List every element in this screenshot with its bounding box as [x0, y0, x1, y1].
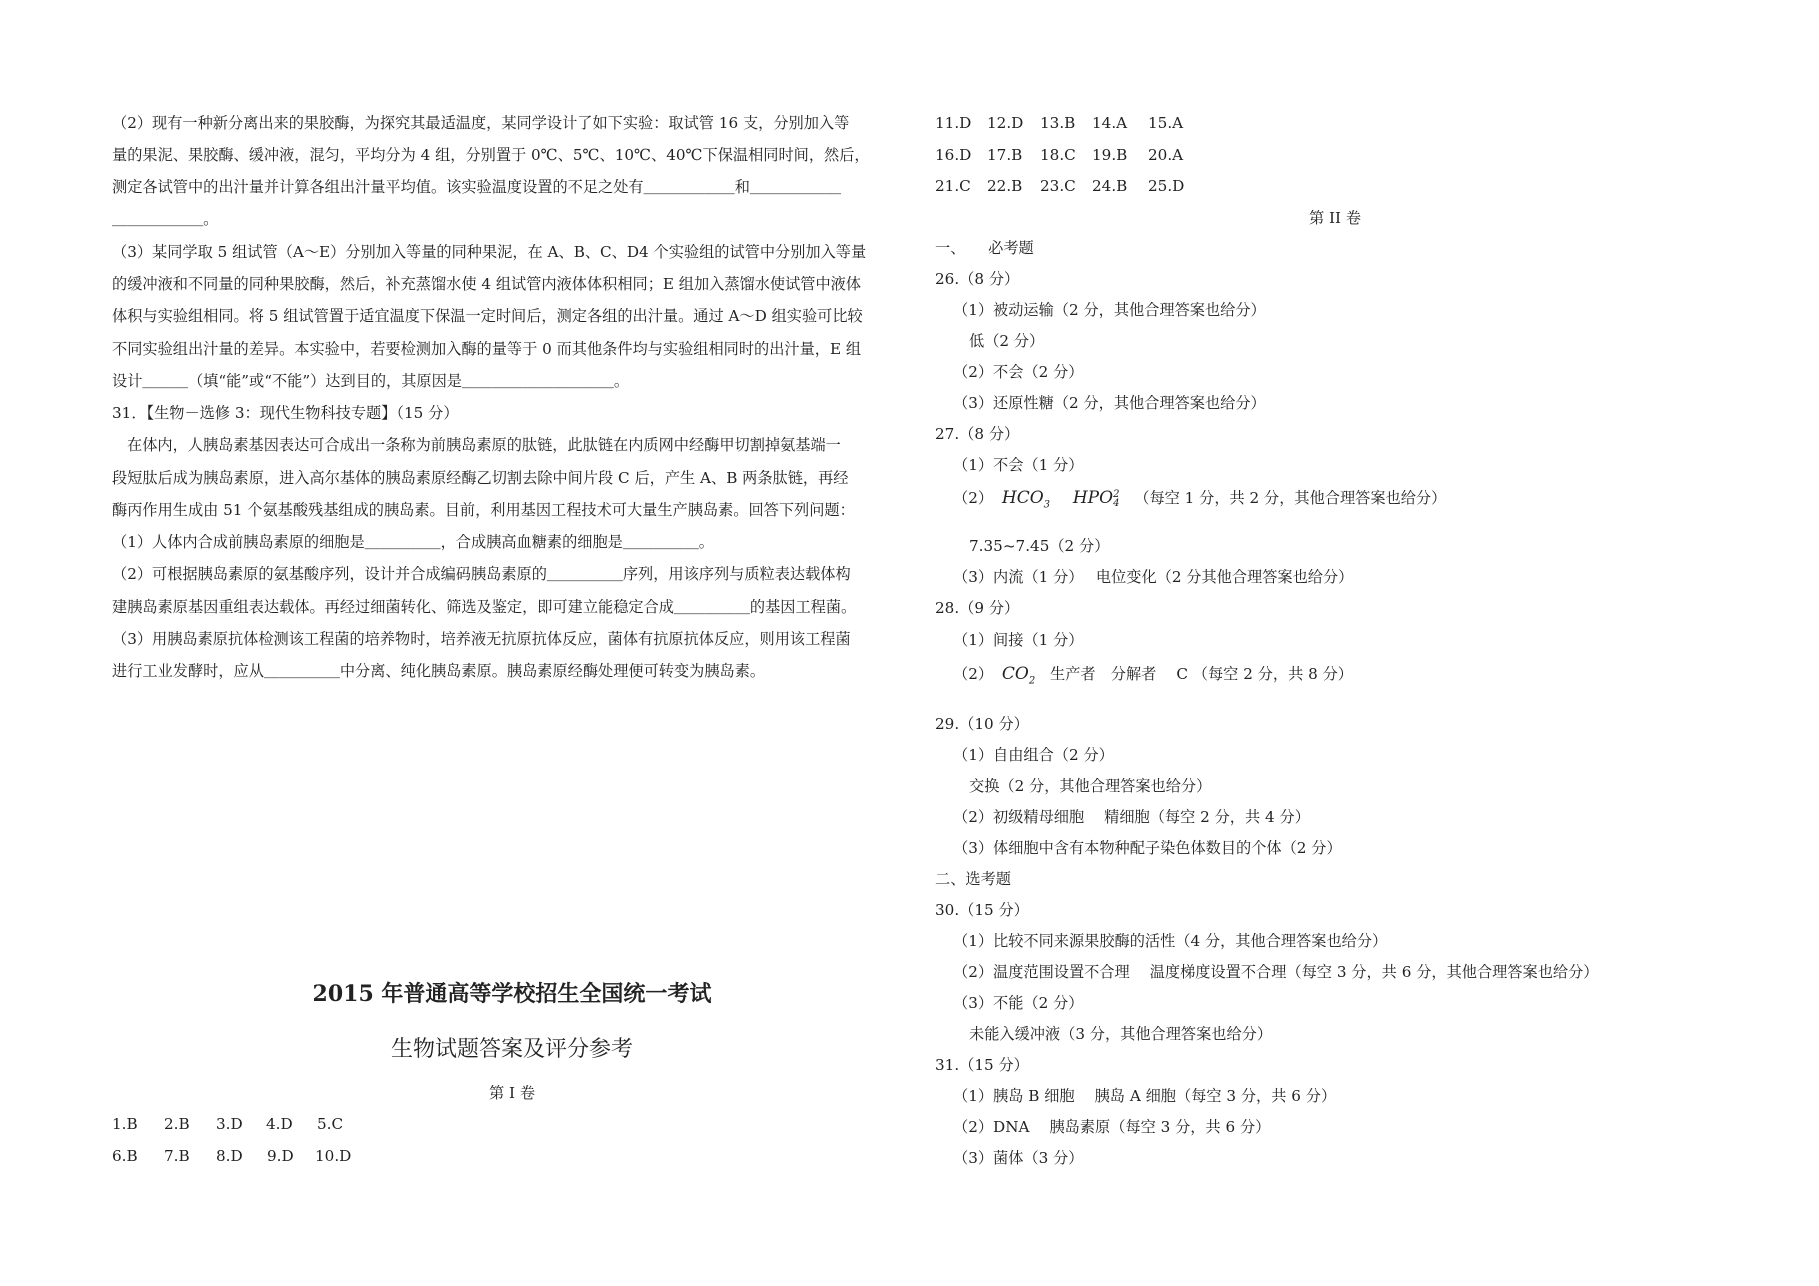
answer-item: 18.C — [1040, 146, 1076, 164]
answer-item: 24.B — [1092, 177, 1128, 195]
q3-line-5: 设计＿＿＿（填“能”或“不能”）达到目的，其原因是＿＿＿＿＿＿＿＿＿＿。 — [112, 372, 630, 390]
q31-part-3: （3）菌体（3 分） — [953, 1149, 1084, 1167]
volume-1-label: 第 I 卷 — [488, 1084, 536, 1102]
answer-item: 8.D — [216, 1147, 243, 1165]
q29-part-1b: 交换（2 分，其他合理答案也给分） — [969, 777, 1212, 795]
q3-line-1: （3）某同学取 5 组试管（A～E）分别加入等量的同种果泥，在 A、B、C、D4 个实验组的试管中分别加入等量 — [112, 243, 867, 261]
exam-title: 2015 年普通高等学校招生全国统一考试 — [312, 981, 712, 1007]
q3-line-3: 体积与实验组相同。将 5 组试管置于适宜温度下保温一定时间后，测定各组的出汁量。通过 A～D 组实验可比较 — [112, 307, 863, 325]
q27-part-2 — [953, 488, 1446, 515]
formula-superscript: 2 — [1113, 488, 1120, 500]
answers-row-1 — [112, 1114, 343, 1134]
q31-title: 31．【生物－选修 3：现代生物科技专题】（15 分） — [112, 404, 459, 422]
q27-part-2-score: （每空 1 分，共 2 分，其他合理答案也给分） — [1134, 489, 1447, 507]
bicarbonate-formula — [1001, 488, 1051, 511]
answer-item: 9.D — [267, 1147, 294, 1165]
answer-item: 6.B — [112, 1147, 138, 1165]
q27-part-2-prefix: （2） — [953, 489, 994, 507]
q26-part-2: （2）不会（2 分） — [953, 363, 1084, 381]
q31-sub-1: （1）人体内合成前胰岛素原的细胞是＿＿＿＿＿，合成胰高血糖素的细胞是＿＿＿＿＿。 — [112, 533, 714, 551]
formula-base: HCO — [1001, 488, 1044, 508]
q27-part-2b: 7.35~7.45（2 分） — [969, 537, 1110, 555]
formula-base: HPO — [1072, 488, 1114, 508]
q26-part-3: （3）还原性糖（2 分，其他合理答案也给分） — [953, 394, 1266, 412]
q27-part-3: （3）内流（1 分） 电位变化（2 分其他合理答案也给分） — [953, 568, 1354, 586]
q31-part-1: （1）胰岛 B 细胞 胰岛 A 细胞（每空 3 分，共 6 分） — [953, 1087, 1337, 1105]
q29-part-1: （1）自由组合（2 分） — [953, 746, 1114, 764]
answer-item: 7.B — [164, 1147, 190, 1165]
answer-item: 1.B — [112, 1115, 138, 1133]
q30-part-3b: 未能入缓冲液（3 分，其他合理答案也给分） — [969, 1025, 1273, 1043]
answer-item: 11.D — [935, 114, 972, 132]
q30-part-1: （1）比较不同来源果胶酶的活性（4 分，其他合理答案也给分） — [953, 932, 1388, 950]
q3-line-4: 不同实验组出汁量的差异。本实验中，若要检测加入酶的量等于 0 而其他条件均与实验组相同时的出汁量，E 组 — [112, 340, 862, 358]
formula-subscript: 3 — [1043, 499, 1051, 511]
formula-base: CO — [1001, 664, 1029, 684]
answer-item: 10.D — [315, 1147, 352, 1165]
q31-body-2: 段短肽后成为胰岛素原，进入高尔基体的胰岛素原经酶乙切割去除中间片段 C 后，产生 A、B 两条肽链，再经 — [112, 469, 849, 487]
answers-row-4 — [935, 145, 1183, 165]
q2-line-3: 测定各试管中的出汁量并计算各组出汁量平均值。该实验温度设置的不足之处有＿＿＿＿＿＿和＿＿＿＿＿＿ — [112, 178, 841, 196]
answer-item: 25.D — [1148, 177, 1185, 195]
q30-part-2: （2）温度范围设置不合理 温度梯度设置不合理（每空 3 分，共 6 分，其他合理答案也给分） — [953, 963, 1599, 981]
answer-item: 15.A — [1148, 114, 1184, 132]
q28-part-2-answers: 生产者 分解者 C （每空 2 分，共 8 分） — [1050, 665, 1353, 683]
q31-sub-4: （3）用胰岛素原抗体检测该工程菌的培养物时，培养液无抗原抗体反应，菌体有抗原抗体反应，则用该工程菌 — [112, 630, 851, 648]
answer-item: 23.C — [1040, 177, 1076, 195]
q31-body-3: 酶丙作用生成由 51 个氨基酸残基组成的胰岛素。目前，利用基因工程技术可大量生产胰岛素。回答下列问题： — [112, 501, 855, 519]
answer-title: 生物试题答案及评分参考 — [390, 1037, 633, 1062]
answer-item: 3.D — [216, 1115, 243, 1133]
q27-heading: 27.（8 分） — [935, 425, 1020, 443]
q26-part-1b: 低（2 分） — [969, 332, 1045, 350]
q31-heading: 31.（15 分） — [935, 1056, 1029, 1074]
q2-line-4: ＿＿＿＿＿＿。 — [112, 210, 219, 228]
q30-heading: 30.（15 分） — [935, 901, 1029, 919]
answer-item: 20.A — [1148, 146, 1184, 164]
q2-line-2: 量的果泥、果胶酶、缓冲液，混匀，平均分为 4 组，分别置于 0℃、5℃、10℃、40℃下保温相同时间，然后， — [112, 146, 870, 164]
q29-part-2: （2）初级精母细胞 精细胞（每空 2 分，共 4 分） — [953, 808, 1310, 826]
hydrogen-phosphate-formula — [1073, 488, 1120, 508]
q26-heading: 26.（8 分） — [935, 270, 1020, 288]
q27-part-1: （1）不会（1 分） — [953, 456, 1084, 474]
answer-item: 22.B — [987, 177, 1023, 195]
q3-line-2: 的缓冲液和不同量的同种果胶酶，然后，补充蒸馏水使 4 组试管内液体体积相同；E 组加入蒸馏水使试管中液体 — [112, 275, 862, 293]
answer-item: 2.B — [164, 1115, 190, 1133]
answer-item: 21.C — [935, 177, 971, 195]
q2-line-1: （2）现有一种新分离出来的果胶酶，为探究其最适温度，某同学设计了如下实验：取试管 16 支，分别加入等 — [112, 114, 850, 132]
answers-row-2 — [112, 1146, 351, 1166]
q26-part-1: （1）被动运输（2 分，其他合理答案也给分） — [953, 301, 1266, 319]
volume-2-label: 第 II 卷 — [1308, 209, 1362, 227]
formula-subscript: 4 — [1113, 497, 1120, 509]
q29-part-3: （3）体细胞中含有本物种配子染色体数目的个体（2 分） — [953, 839, 1342, 857]
q28-part-2-prefix: （2） — [953, 665, 994, 683]
q31-sub-5: 进行工业发酵时，应从＿＿＿＿＿中分离、纯化胰岛素原。胰岛素原经酶处理便可转变为胰岛素。 — [112, 662, 766, 680]
answer-item: 12.D — [987, 114, 1024, 132]
answers-row-5 — [935, 176, 1184, 196]
answer-item: 5.C — [317, 1115, 344, 1133]
q30-part-3: （3）不能（2 分） — [953, 994, 1084, 1012]
formula-subscript: 2 — [1028, 675, 1036, 687]
q31-sub-2: （2）可根据胰岛素原的氨基酸序列，设计并合成编码胰岛素原的＿＿＿＿＿序列，用该序列与质粒表达载体构 — [112, 565, 851, 583]
section-required: 一、 必考题 — [935, 239, 1034, 257]
q28-heading: 28.（9 分） — [935, 599, 1020, 617]
q31-body-1: 在体内，人胰岛素基因表达可合成出一条称为前胰岛素原的肽链，此肽链在内质网中经酶甲切割掉氨基端一 — [127, 436, 841, 454]
answer-item: 4.D — [266, 1115, 293, 1133]
answer-item: 19.B — [1092, 146, 1128, 164]
answer-item: 14.A — [1092, 114, 1128, 132]
q31-part-2: （2）DNA 胰岛素原（每空 3 分，共 6 分） — [953, 1118, 1271, 1136]
answers-row-3 — [935, 113, 1183, 133]
q29-heading: 29.（10 分） — [935, 715, 1029, 733]
section-elective: 二、选考题 — [935, 870, 1011, 888]
answer-item: 16.D — [935, 146, 972, 164]
answer-item: 13.B — [1040, 114, 1076, 132]
carbon-dioxide-formula — [1001, 664, 1036, 687]
q28-part-2 — [953, 664, 1353, 691]
answer-item: 17.B — [987, 146, 1023, 164]
q31-sub-3: 建胰岛素原基因重组表达载体。再经过细菌转化、筛选及鉴定，即可建立能稳定合成＿＿＿＿＿的基因工程菌。 — [112, 598, 857, 616]
q28-part-1: （1）间接（1 分） — [953, 631, 1084, 649]
